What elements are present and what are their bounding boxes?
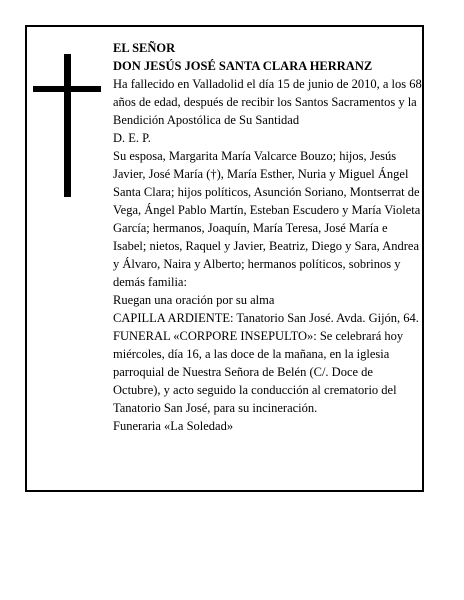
family-list: Su esposa, Margarita María Valcarce Bouzo; hijos, Jesús Javier, José María (†), María Esther, Nuria y Miguel Ángel Santa Clara; hijos políticos, Asunción Soriano, Montserrat de Vega, Ángel Pablo Martín, Esteban Escudero y María Violeta García; hermanos, Joaquín, María Teresa, José María e Isabel; nietos, Raquel y Javier, Beatriz, Diego y Sara, Andrea y Álvaro, Naira y Alberto; hermanos políticos, sobrinos y demás familia: [113,149,421,289]
deceased-name: DON JESÚS JOSÉ SANTA CLARA HERRANZ [113,59,373,73]
notice-body [113,39,423,435]
chapel-info: CAPILLA ARDIENTE: Tanatorio San José. Avda. Gijón, 64. [113,311,419,325]
cross-horizontal-bar [33,86,101,92]
cross-vertical-bar [64,54,71,197]
prayer-request: Ruegan una oración por su alma [113,293,275,307]
death-statement: Ha fallecido en Valladolid el día 15 de junio de 2010, a los 68 años de edad, después de recibir los Santos Sacramentos y la Bendición Apostólica de Su Santidad [113,77,422,127]
funeral-home: Funeraria «La Soledad» [113,419,234,433]
funeral-info: FUNERAL «CORPORE INSEPULTO»: Se celebrará hoy miércoles, día 16, a las doce de la mañana, en la iglesia parroquial de Nuestra Señora de Belén (C/. Doce de Octubre), y acto seguido la conducción al crematorio del Tanatorio San José, para su incineración. [113,329,404,415]
notice-title: EL SEÑOR [113,41,176,55]
rest-in-peace: D. E. P. [113,131,151,145]
